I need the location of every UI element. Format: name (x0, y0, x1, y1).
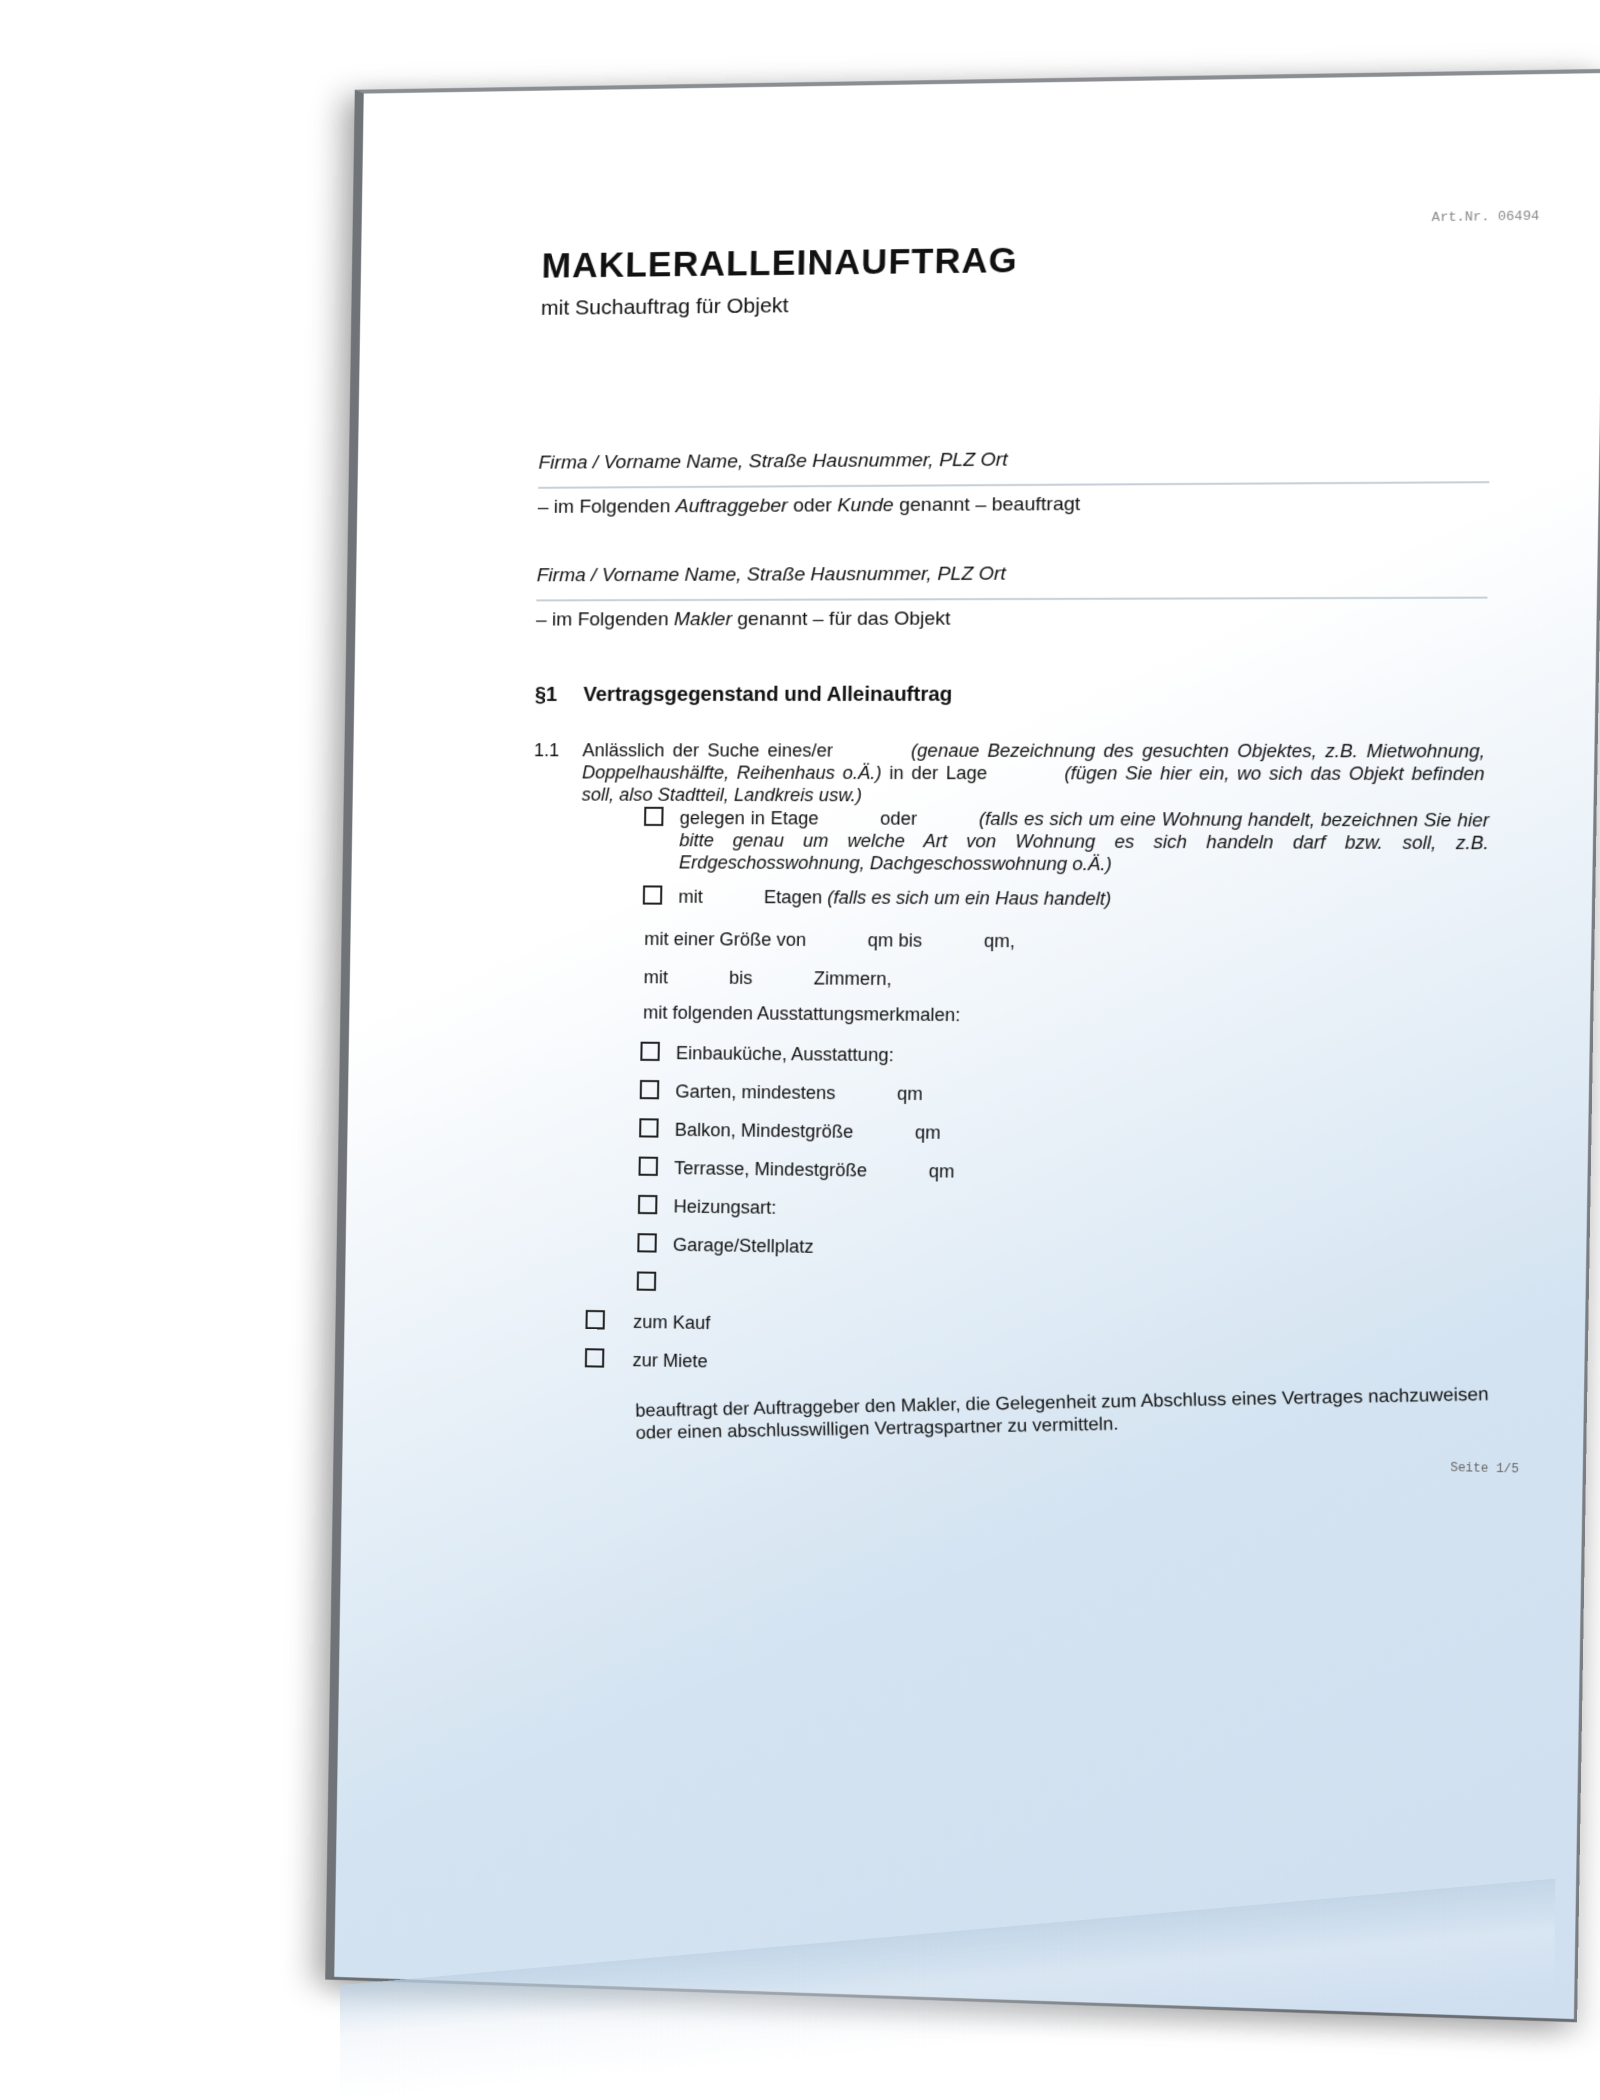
feature-item-garden (640, 1080, 923, 1105)
rooms-text-c: Zimmern, (813, 968, 892, 990)
balcony-checkbox[interactable] (639, 1118, 659, 1137)
storeys-text-a: mit (678, 886, 703, 907)
article-number: Art.Nr. 06494 (1431, 208, 1540, 226)
document-title: MAKLERALLEINAUFTRAG (541, 240, 1019, 286)
transaction-rent (585, 1348, 708, 1372)
feature-label: Balkon, Mindestgröße (674, 1119, 854, 1142)
document-subtitle: mit Suchauftrag für Objekt (540, 294, 789, 320)
size-line (644, 928, 1015, 953)
floor-option-checkbox[interactable] (644, 807, 664, 826)
role-prefix: – im Folgenden (535, 609, 675, 631)
feature-item-terrace (638, 1157, 954, 1183)
rooms-text-b: bis (728, 967, 753, 989)
feature-item-garage (637, 1233, 814, 1258)
party-broker (536, 562, 1488, 632)
balcony-size-blank[interactable] (853, 1138, 915, 1139)
features-intro: mit folgenden Ausstattungsmerkmalen: (642, 1002, 961, 1026)
feature-item-other (637, 1271, 673, 1294)
rooms-text-a: mit (643, 967, 669, 988)
terrace-checkbox[interactable] (638, 1157, 658, 1176)
size-text-a: mit einer Größe von (644, 928, 807, 950)
floor-text-b: oder (880, 808, 918, 829)
rent-checkbox[interactable] (585, 1348, 605, 1367)
clause-number: 1.1 (533, 740, 560, 761)
role-mid: oder (787, 495, 838, 517)
garden-size-blank[interactable] (835, 1099, 897, 1100)
storeys-text-b: Etagen (763, 886, 823, 908)
page-number: Seite 1/5 (1450, 1460, 1520, 1477)
storeys-hint: (falls es sich um ein Haus handelt) (827, 887, 1112, 910)
feature-unit: qm (914, 1122, 941, 1143)
transaction-purchase (585, 1310, 710, 1334)
floor-text-a: gelegen in Etage (679, 807, 819, 829)
feature-item-balcony (639, 1118, 941, 1144)
transaction-label: zur Miete (632, 1350, 708, 1372)
role-term-client: Auftraggeber (675, 495, 788, 518)
storeys-option (643, 885, 1112, 910)
clause-text-b: in der Lage (889, 762, 988, 784)
garage-checkbox[interactable] (637, 1233, 657, 1252)
floor-option (643, 807, 1489, 877)
floor-hint: (falls es sich um eine Wohnung handelt, bezeichnen Sie hier bitte genau um welche Art von Wohnung es sich handeln darf bzw. soll, z.B. Erdgeschosswohnung, Dachgeschosswohnung o.Ä.) (678, 808, 1490, 875)
kitchen-checkbox[interactable] (640, 1042, 660, 1061)
feature-item-heating (638, 1195, 777, 1219)
role-prefix: – im Folgenden (537, 496, 676, 518)
floor-option-text (679, 807, 1490, 877)
clause-text (582, 739, 1486, 808)
feature-item-kitchen (640, 1042, 894, 1067)
document-sheet-wrapper (325, 69, 1600, 2022)
clause-1-1 (533, 739, 1485, 808)
client-address-field[interactable]: Firma / Vorname Name, Straße Hausnummer, PLZ Ort (538, 446, 1490, 489)
role-suffix: genannt – beauftragt (893, 493, 1081, 517)
garden-checkbox[interactable] (640, 1080, 660, 1099)
clause-text-a: Anlässlich der Suche eines/er (582, 740, 834, 761)
section-number: §1 (534, 683, 558, 706)
closing-paragraph: beauftragt der Auftraggeber den Makler, die Gelegenheit zum Abschluss eines Vertrages nachzuweisen oder einen abschlusswilligen Vertragspartner zu vermitteln. (634, 1383, 1489, 1443)
role-suffix: genannt – für das Objekt (731, 608, 951, 631)
feature-label: Heizungsart: (673, 1196, 777, 1218)
feature-unit: qm (928, 1161, 955, 1182)
terrace-size-blank[interactable] (867, 1177, 929, 1178)
size-text-c: qm, (983, 930, 1016, 952)
size-text-b: qm bis (867, 930, 923, 951)
purchase-checkbox[interactable] (585, 1310, 605, 1329)
client-role-text (538, 491, 1489, 519)
location-hint: (fügen Sie hier ein, wo sich das Objekt befinden soll, also Stadtteil, Landkreis usw.) (581, 763, 1485, 806)
rooms-line (643, 966, 891, 990)
role-term-customer: Kunde (837, 494, 894, 517)
broker-role-text (536, 607, 1487, 632)
section-1-heading (535, 684, 953, 707)
party-client (538, 446, 1490, 519)
feature-unit: qm (896, 1083, 924, 1105)
other-feature-checkbox[interactable] (637, 1271, 657, 1290)
broker-address-field[interactable]: Firma / Vorname Name, Straße Hausnummer, PLZ Ort (536, 562, 1488, 602)
document-page (325, 69, 1600, 2022)
storeys-option-checkbox[interactable] (643, 885, 663, 904)
heating-checkbox[interactable] (638, 1195, 658, 1214)
transaction-label: zum Kauf (632, 1311, 711, 1334)
section-title: Vertragsgegenstand und Alleinauftrag (583, 683, 953, 706)
object-type-hint: (genaue Bezeichnung des gesuchten Objektes, z.B. Mietwohnung, Doppelhaushälfte, Reihenhaus o.Ä.) (581, 740, 1486, 784)
feature-label: Einbauküche, Ausstattung: (675, 1042, 894, 1066)
feature-label: Terrasse, Mindestgröße (673, 1157, 868, 1181)
feature-label: Garage/Stellplatz (672, 1234, 814, 1257)
role-term-broker: Makler (673, 608, 733, 631)
feature-label: Garten, mindestens (675, 1081, 836, 1104)
